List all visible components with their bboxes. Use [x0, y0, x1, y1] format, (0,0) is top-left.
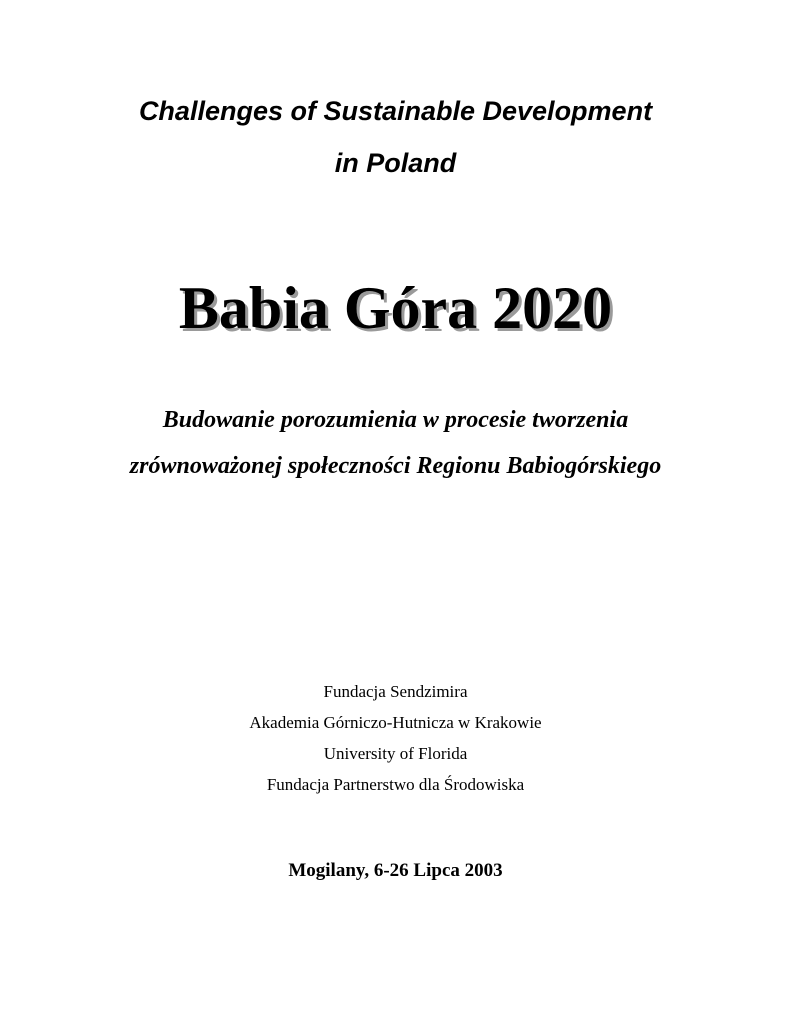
- place-and-date: Mogilany, 6-26 Lipca 2003: [288, 860, 503, 881]
- series-title-line-2: in Poland: [334, 148, 457, 178]
- subtitle-line-2: zrównoważonej społeczności Regionu Babiogórskiego: [129, 453, 662, 479]
- organization-list: [0, 676, 791, 800]
- organization-item: University of Florida: [323, 744, 468, 763]
- organization-item: Fundacja Partnerstwo dla Środowiska: [266, 775, 525, 794]
- series-title-line-1: Challenges of Sustainable Development: [138, 96, 653, 126]
- organization-item: Fundacja Sendzimira: [323, 682, 468, 701]
- organization-item: Akademia Górniczo-Hutnicza w Krakowie: [249, 713, 542, 732]
- main-title: Babia Góra 2020: [178, 275, 613, 341]
- subtitle-line-1: Budowanie porozumienia w procesie tworzenia: [162, 407, 629, 433]
